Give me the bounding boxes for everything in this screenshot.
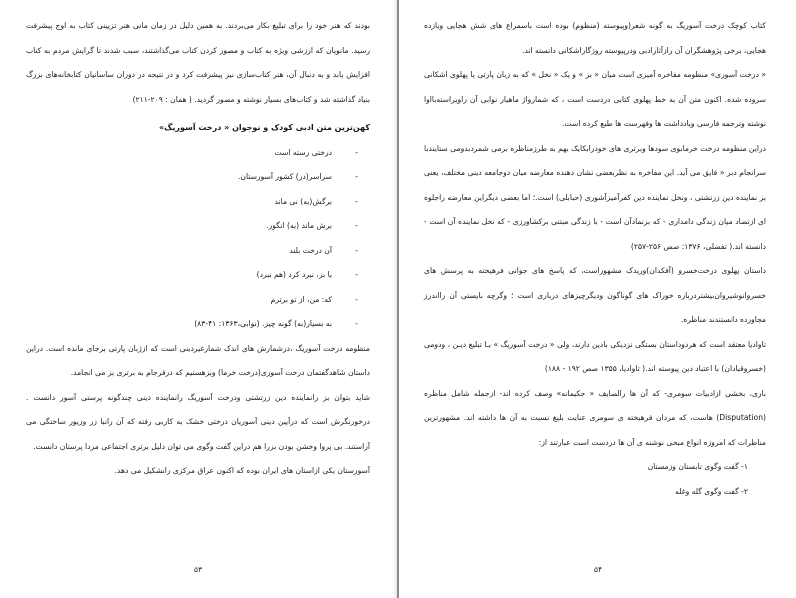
poem-line: - درختی رسته است — [26, 141, 358, 166]
right-page-content — [424, 14, 766, 504]
poem-line: - برش ماند (به) انگور. — [26, 214, 358, 239]
right-page — [400, 0, 796, 598]
paragraph: داستان پهلوی درخت‌خسرو (آفکدان‌)وریدک مشهوراست، که پاسخ های جوانی فرهیخته به پرسش های خسروانوشیروان‌بیشتردرباره خوراک های گوناگون ودیگرچیزهای درباری است ؛ وگرچه بایستی آن رااندرز مجاورده دانستندند مناظره. — [424, 266, 766, 324]
paragraph: باری، بخشی ازادبیات سومری- که آن ها رالصایف « حکیمانه» وصف کرده اند- ازجمله شامل مناظره (Disputation) هاست، که مردان فرهیخته ی سومری عنایت بلیغ نسبت به آن ها داشته اند. مشهورترین مناظرات که امروزه انواع مبحی نوشته ی آن ها دردست است عبارتند از: — [424, 388, 766, 447]
dialogue-list — [424, 455, 766, 504]
paragraph: آسورستان یکی ازاستان های ایران بوده که اکنون عراق مرکزی رانشکیل می دهد. — [114, 466, 370, 475]
poem-line: - برگش(به) نی ماند — [26, 190, 358, 215]
poem-line: - به بسیار(به) گونه چیز. (نوابی،۱۳۶۳: ۴۱-۸۳) — [26, 312, 358, 337]
page-number: ۵۳ — [193, 565, 203, 574]
book-gutter — [397, 0, 399, 598]
paragraph: دراین منظومه درخت خرمابوی سودها وبرتری های خودرابکایک بهم به طرزمناظره برمی شمردبدومی ستایندبا سرانجام دبر « فایق می آید. این مفاخره به نظربعضی نشان دهنده معارضه میان دوجامعه دینی مختلف، یعنی بز نماینده دین زرتشتی ، ونخل نماینده دین کفرآمیزآشوری (حبابلی) است.؛ اما بعضی دیگراین معارضه راجلوه ای ازتضاد میان زندگی دامداری - که بزنمادآن است - با زندگی مبتنی برکشاورزی - که نخل نماینده آن است - دانسته اند.( تفضلی، ۱۳۷۶: صص ۲۵۶-۲۵۷) — [424, 143, 766, 251]
page-number: ۵۴ — [593, 565, 603, 574]
poem-line: - که: من، از تو برترم — [26, 288, 358, 313]
left-page — [0, 0, 396, 598]
poem-line: - سراسر(در) کشور آسورستان. — [26, 165, 358, 190]
section-heading: کهن‌ترین متن ادبی کودک و نوجوان « درخت آسوریگ» — [159, 123, 370, 132]
list-item: ۱- گفت وگوی تابستان وزمستان — [647, 462, 748, 471]
paragraph: تاوادیا معتقد است که هردوداستان بستگی نزدیکی بادین دارند، ولی « درخت آسوریگ » بـا تبلیغ دیـن ، ودومی (خسروقبادان) با اعتباد دین پیوسته اند.( تاوادیا، ۱۳۵۵ صص ۱۹۲ - ۱۸۸) — [424, 339, 766, 373]
paragraph: شاید بتوان بز رانماینده دین زرتشتی ودرخت آسوریگ رانماینده دینی چندگونه پرستی آسور دانست . درخورنگرش است که درآیین دینی آسوریان درختی خشک به کاربی رفته که آن رانبا زر وزیور ساختگی می آراستند. بی پروا وخشن بودن بزرا هم دراین گفت وگوی می توان دلیل برتری اجتماعی مزدا پرستان دانست. — [26, 392, 370, 451]
poem-list — [26, 141, 370, 337]
paragraph: کتاب کوچک درخت آسوریگ به گونه شعر(وپیوسته (منظوم) بوده است باسمراع های شش هجایی وبازده هجایی، برخی پژوهشگران آن رازآثارادبی ودرپیوسته روزگاراشکانی دانسته اند. — [424, 21, 766, 55]
paragraph: منظومه درخت آسوریگ ،درشمارش های اندک شمارغیردینی است که ازژبان پارتی برجای مانده است. دراین داستان شاهدگفتمان درخت آسوری(درخت خرما) وبزهستیم که درفرجام به برتری بز می انجامد. — [26, 343, 370, 377]
paragraph: « درخت آسوری» منظومه مفاخره آمیزی است میان « بز » و یک « نخل » که به زبان پارتی یا پهلوی اشکانی سروده شده. اکنون متن آن به خط پهلوی کتابی دردست است ، که شمارواژ ماهیار نوابی آن راویراسته‌بااوا نوشته وترجمه فارسی ویادداشت ها وفهرست ها طبع کرده است. — [424, 70, 766, 128]
left-page-content — [26, 14, 370, 484]
paragraph: بودند که هنر خود را برای تبلیغ بکار می‌بردند. به همین دلیل در زمان مانی هنر تزیینی کتاب به اوج پیشرفت رسید. مانویان که ارزشی ویژه به کتاب و مصور کردن کتاب می‌گذاشتند، سبب شدند تا گرایش مردم به کتاب افزایش یابد و به دنبال آن، هنر کتاب‌سازی نیز پیشرفت کرد و در نتیجه در دوران ساسانیان کتابخانه‌های بزرگ بنیاد گذاشته شد و کتاب‌های بسیار نوشته و مصور گردید. ( همان : ۲۰۹-۲۱۱) — [26, 21, 370, 104]
list-item: ۲- گفت وگوی گله وغله — [675, 486, 748, 496]
poem-line: - آن درخت بلند — [26, 239, 358, 264]
poem-line: - با بز، نبرد کرد (هم نبرد) — [26, 263, 358, 288]
